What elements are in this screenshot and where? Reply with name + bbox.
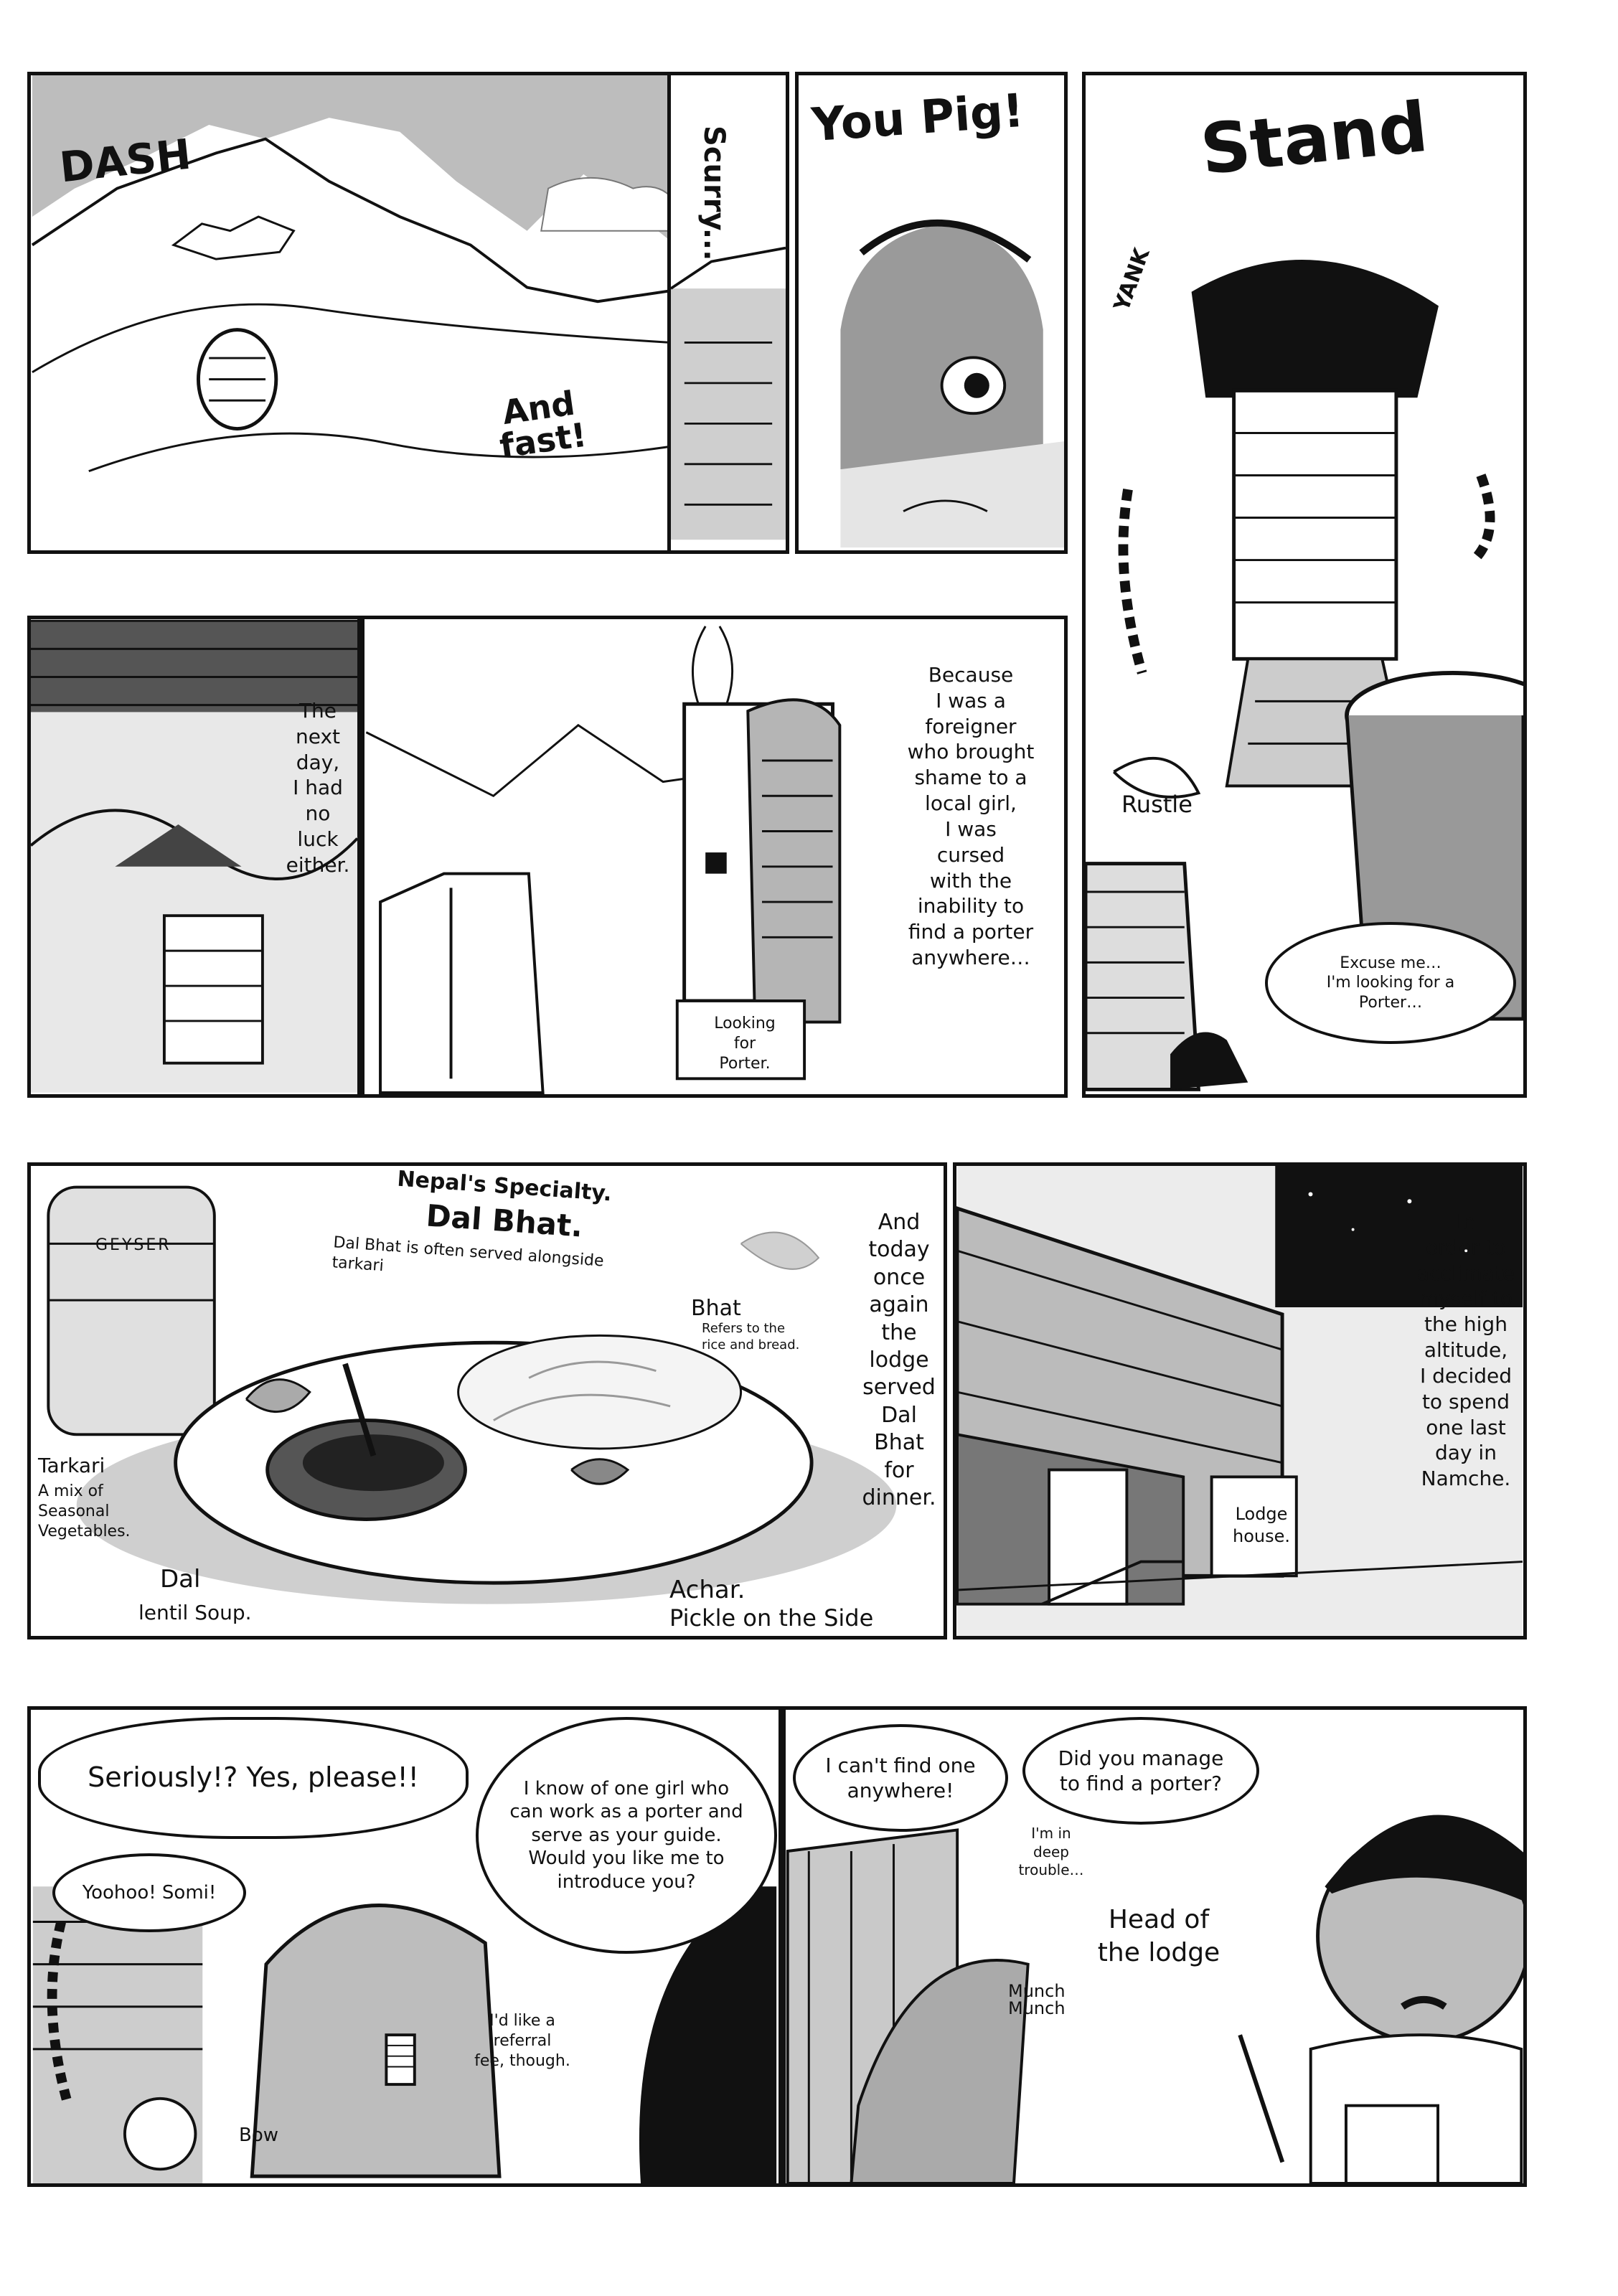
narration-namche: In order to acclimate myself to the high altitude, I decided to spend one last day in Namche. xyxy=(1416,1210,1515,1491)
panel-2-2-cursed xyxy=(361,616,1068,1098)
sfx-rustle: Rustle xyxy=(1121,791,1193,818)
label-bhat: Bhat xyxy=(691,1296,741,1321)
aside-referral-fee: I'd like a referral fee, though. xyxy=(474,2012,570,2071)
sfx-dash: DASH xyxy=(57,129,194,192)
panel-1-2-scurry xyxy=(667,72,789,554)
narration-dal-bhat-dinner: And today once again the lodge served Dal Bhat for dinner. xyxy=(862,1210,936,1510)
caption-next-day: The next day, I had no luck either. xyxy=(286,699,350,877)
panel-1-3-you-pig xyxy=(795,72,1068,554)
label-dal: Dal xyxy=(160,1565,201,1594)
label-head-of-lodge: Head of the lodge xyxy=(1097,1905,1220,1968)
speech-bubble-seriously: Seriously!? Yes, please!! xyxy=(38,1717,469,1839)
dal-bhat-title-line1: Nepal's Specialty. xyxy=(396,1166,613,1207)
speech-bubble-introduce: I know of one girl who can work as a porter and serve as your guide. Would you like me to introduce you? xyxy=(476,1717,777,1954)
note-served-with-tarkari: Dal Bhat is often served alongside tarkari xyxy=(331,1233,605,1276)
note-dal: lentil Soup. xyxy=(138,1601,252,1624)
note-achar: Pickle on the Side xyxy=(669,1604,874,1632)
dal-bhat-title-line2: Dal Bhat. xyxy=(425,1198,584,1244)
sfx-scurry: Scurry... xyxy=(697,126,730,261)
bottle-label: GEYSER xyxy=(95,1236,171,1254)
label-tarkari: Tarkari xyxy=(38,1454,105,1477)
panel-4-1-introduce xyxy=(27,1706,782,2187)
sfx-and-fast: And fast! xyxy=(497,383,589,466)
sfx-bow: Bow xyxy=(239,2125,279,2146)
porter-sign: Looking for Porter. xyxy=(714,1015,776,1073)
panel-2-1-no-luck xyxy=(27,616,361,1098)
label-achar: Achar. xyxy=(669,1576,745,1604)
speech-bubble-yoohoo: Yoohoo! Somi! xyxy=(52,1853,246,1932)
narration-cursed: Because I was a foreigner who brought shame to a local girl, I was cursed with the inability to find a porter anywhere… xyxy=(907,663,1035,970)
panel-3-2-lodge xyxy=(953,1162,1527,1639)
note-bhat: Refers to the rice and bread. xyxy=(702,1321,800,1353)
panel-3-1-dal-bhat xyxy=(27,1162,947,1639)
sfx-yank: YANK xyxy=(1109,245,1155,315)
sfx-you-pig: You Pig! xyxy=(809,84,1026,153)
panel-4-2-lodge-head xyxy=(782,1706,1527,2187)
speech-bubble-did-you-find: Did you manage to find a porter? xyxy=(1022,1717,1259,1825)
aside-deep-trouble: I'm in deep trouble… xyxy=(1018,1825,1084,1879)
sfx-munch: Munch Munch xyxy=(1008,1981,1066,2018)
speech-bubble-excuse-me: Excuse me… I'm looking for a Porter… xyxy=(1265,922,1516,1044)
sfx-stand: Stand xyxy=(1197,86,1431,191)
speech-bubble-cant-find: I can't find one anywhere! xyxy=(793,1724,1008,1832)
panel-1-1-landscape xyxy=(27,72,698,554)
panel-1-4-stand xyxy=(1082,72,1527,1098)
lodge-house-sign: Lodge house. xyxy=(1232,1504,1290,1546)
note-tarkari: A mix of Seasonal Vegetables. xyxy=(38,1482,131,1541)
